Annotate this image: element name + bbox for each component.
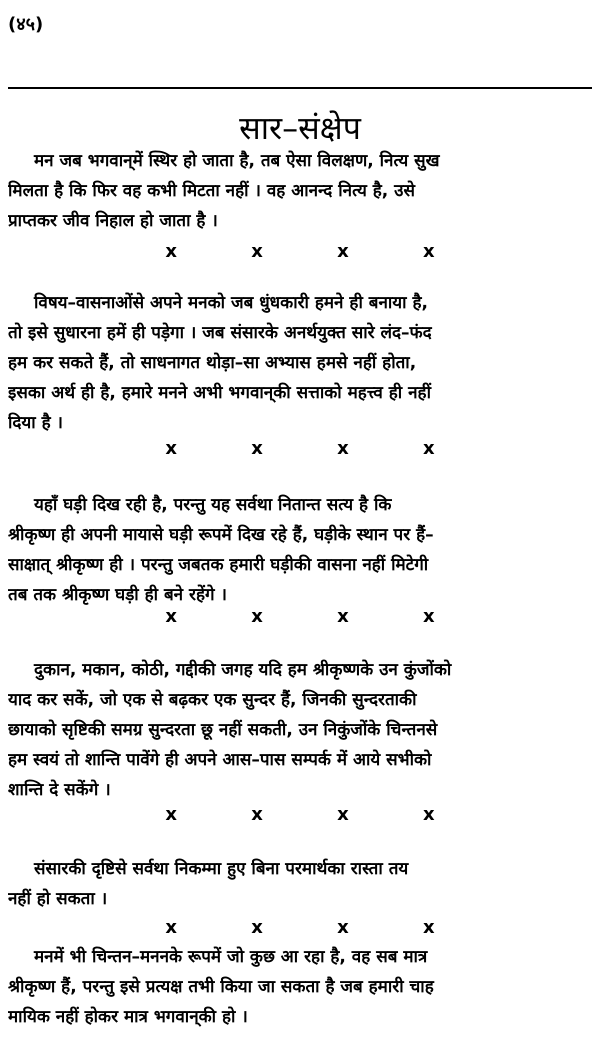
text-line: मायिक नहीं होकर मात्र भगवान्‌की हो ।	[8, 1007, 248, 1027]
page-number: (४५)	[8, 14, 44, 35]
paragraph-4	[8, 655, 592, 805]
text-line: मनमें भी चिन्तन–मननके रूपमें जो कुछ आ रहा है, वह सब मात्र	[34, 947, 428, 967]
separator: x x x x	[165, 804, 469, 825]
text-line: साक्षात् श्रीकृष्ण ही । परन्तु जबतक हमारी घड़ीकी वासना नहीं मिटेगी	[8, 555, 429, 575]
paragraph-3	[8, 490, 592, 610]
text-line: हम स्वयं तो शान्ति पावेंगे ही अपने आस–पास सम्पर्क में आये सभीको	[8, 750, 432, 770]
text-line: हम कर सकते हैं, तो साधनागत थोड़ा–सा अभ्यास हमसे नहीं होता,	[8, 353, 417, 373]
text-line: मिलता है कि फिर वह कभी मिटता नहीं । वह आनन्द नित्य है, उसे	[8, 181, 415, 201]
text-line: याद कर सकें, जो एक से बढ़कर एक सुन्दर हैं, जिनकी सुन्दरताकी	[8, 690, 417, 710]
text-line: शान्ति दे सकेंगे ।	[8, 780, 111, 800]
paragraph-2	[8, 288, 592, 438]
header-rule	[8, 87, 592, 89]
paragraph-5	[8, 854, 592, 914]
text-line: इसका अर्थ ही है, हमारे मनने अभी भगवान्‌की सत्ताको महत्त्व ही नहीं	[8, 383, 431, 403]
separator: x x x x	[165, 917, 469, 938]
text-line: तब तक श्रीकृष्ण घड़ी ही बने रहेंगे ।	[8, 585, 227, 605]
page-title: सार–संक्षेप	[239, 109, 361, 147]
paragraph-1	[8, 146, 592, 236]
paragraph-6	[8, 942, 592, 1032]
text-line: नहीं हो सकता ।	[8, 889, 108, 909]
separator: x x x x	[165, 438, 469, 459]
separator: x x x x	[165, 606, 469, 627]
text-line: यहाँ घड़ी दिख रही है, परन्तु यह सर्वथा नितान्त सत्य है कि	[34, 495, 392, 515]
text-line: श्रीकृष्ण ही अपनी मायासे घड़ी रूपमें दिख रहे हैं, घड़ीके स्थान पर हैं–	[8, 525, 434, 545]
text-line: तो इसे सुधारना हमें ही पड़ेगा । जब संसारके अनर्थयुक्त सारे लंद–फंद	[8, 323, 432, 343]
text-line: प्राप्तकर जीव निहाल हो जाता है ।	[8, 211, 218, 231]
text-line: दिया है ।	[8, 413, 63, 433]
text-line: विषय–वासनाओंसे अपने मनको जब धुंधकारी हमने ही बनाया है,	[34, 293, 428, 313]
text-line: श्रीकृष्ण हैं, परन्तु इसे प्रत्यक्ष तभी किया जा सकता है जब हमारी चाह	[8, 977, 434, 997]
text-line: दुकान, मकान, कोठी, गद्दीकी जगह यदि हम श्रीकृष्णके उन कुंजोंको	[34, 660, 452, 680]
text-line: छायाको सृष्टिकी समग्र सुन्दरता छू नहीं सकती, उन निकुंजोंके चिन्तनसे	[8, 720, 438, 740]
separator: x x x x	[165, 241, 469, 262]
text-line: संसारकी दृष्टिसे सर्वथा निकम्मा हुए बिना परमार्थका रास्ता तय	[34, 859, 409, 879]
text-line: मन जब भगवान्‌में स्थिर हो जाता है, तब ऐसा विलक्षण, नित्य सुख	[34, 151, 440, 171]
